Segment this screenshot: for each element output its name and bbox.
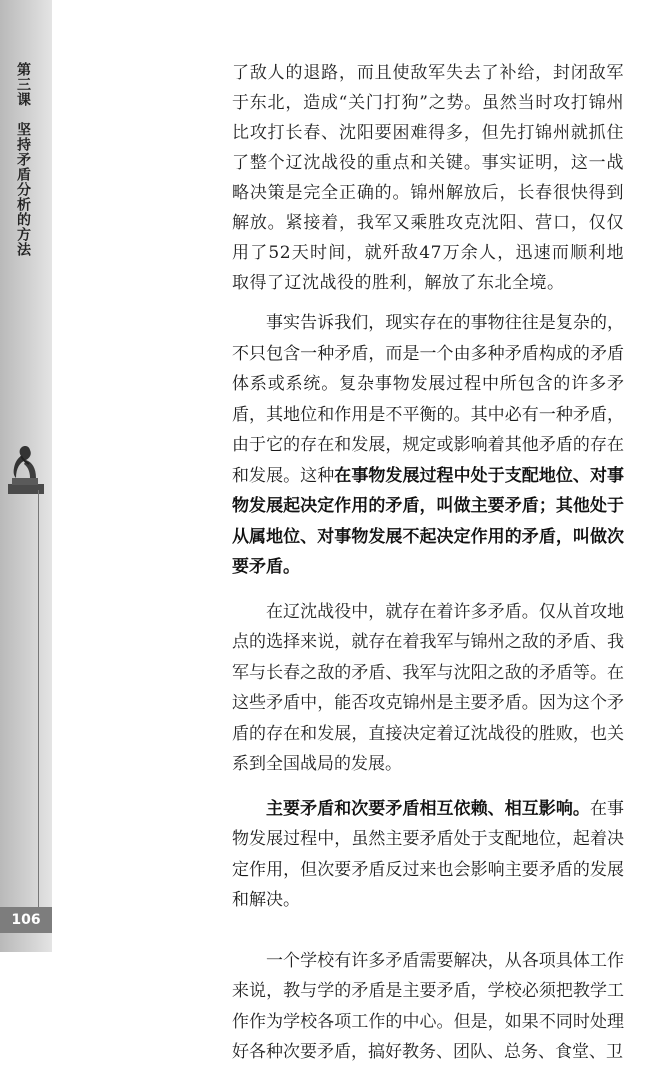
paragraph-liaoshen-example: 在辽沈战役中，就存在着许多矛盾。仅从首攻地点的选择来说，就存在着我军与锦州之敌的矛盾、我军与长春之敌的矛盾、我军与沈阳之敌的矛盾等。在这些矛盾中，能否攻克锦州是主要矛盾。因为这个矛盾的存在和发展，直接决定着辽沈战役的胜败，也关系到全国战局的发展。 bbox=[232, 601, 624, 774]
paragraph-contradiction-system bbox=[232, 308, 624, 583]
key-statement: 主要矛盾和次要矛盾相互依赖、相互影响。 bbox=[266, 798, 590, 819]
definition-principal-contradiction: 在事物发展过程中处于支配地位、对事物发展起决定作用的矛盾，叫做主要矛盾；其他处于从属地位、对事物发展不起决定作用的矛盾，叫做次要矛盾。 bbox=[232, 465, 625, 577]
sidebar-divider bbox=[38, 490, 39, 920]
paragraph-liaoshen-campaign: 了敌人的退路，而且使敌军失去了补给，封闭敌军于东北，造成“关门打狗”之势。虽然当时攻打锦州比攻打长春、沈阳要困难得多，但先打锦州就抓住了整个辽沈战役的重点和关键。事实证明，这一战略决策是完全正确的。锦州解放后，长春很快得到解放。紧接着，我军又乘胜攻克沈阳、营口，仅仅用了52天时间，就歼敌47万余人，迅速而顺利地取得了辽沈战役的胜利，解放了东北全境。 bbox=[232, 63, 624, 293]
paragraph-text: 事实告诉我们，现实存在的事物往往是复杂的，不只包含一种矛盾，而是一个由多种矛盾构成的矛盾体系或系统。复杂事物发展过程中所包含的许多矛盾，其地位和作用是不平衡的。其中必有一种矛盾，由于它的存在和发展，规定或影响着其他矛盾的存在和发展。这种 bbox=[232, 313, 624, 486]
page-number: 106 bbox=[0, 907, 52, 933]
chapter-label: 第三课 坚持矛盾分析的方法 bbox=[15, 62, 31, 257]
paragraph-school-example: 一个学校有许多矛盾需要解决，从各项具体工作来说，教与学的矛盾是主要矛盾，学校必须把教学工作作为学校各项工作的中心。但是，如果不同时处理好各种次要矛盾，搞好教务、团队、总务、食堂、卫 bbox=[232, 950, 624, 1062]
sidebar bbox=[0, 0, 52, 952]
page-content bbox=[232, 58, 624, 1068]
paragraph-interdependence bbox=[232, 794, 624, 916]
paragraph-text: 在事物发展过程中，虽然主要矛盾处于支配地位，起着决定作用，但次要矛盾反过来也会影响主要矛盾的发展和解决。 bbox=[232, 798, 625, 910]
thinker-statue-icon bbox=[2, 440, 50, 496]
